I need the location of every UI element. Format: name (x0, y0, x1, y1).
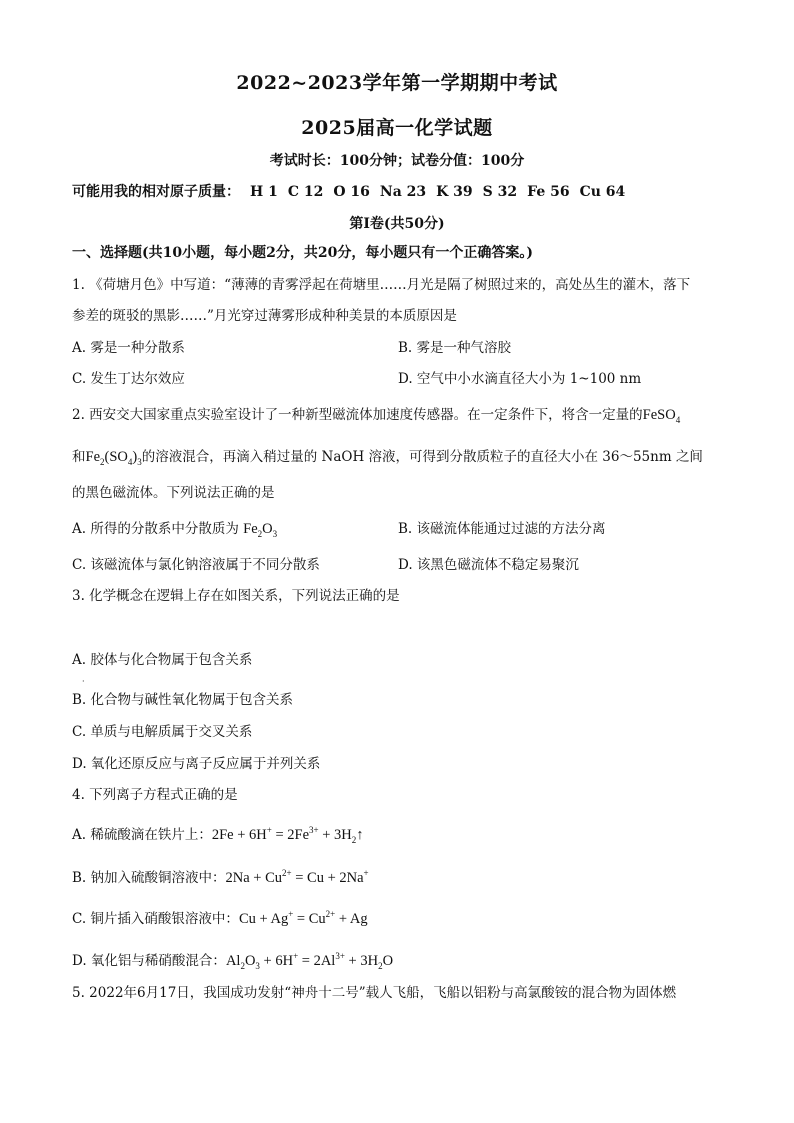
q2-option-d: D. 该黑色磁流体不稳定易聚沉 (398, 557, 579, 573)
q4-equation-a: $2Fe + 6H^+ = 2Fe^{3+}$ + $3H_2↑$ (211, 825, 364, 845)
q2-option-b: B. 该磁流体能通过过滤的方法分离 (398, 521, 606, 537)
exam-info: 考试时长：100分钟；试卷分值：100分 (269, 153, 525, 169)
atomic-mass-line (72, 182, 635, 202)
stray-dot-mark: · (82, 677, 85, 686)
q4-stem: 4. 下列离子方程式正确的是 (72, 787, 238, 803)
q1-option-a: A. 雾是一种分散系 (72, 340, 185, 356)
volume-title: 第Ⅰ卷(共50分) (349, 216, 445, 232)
exam-title: 2022~2023学年第一学期期中考试 (236, 72, 558, 94)
q3-option-d: D. 氧化还原反应与离子反应属于并列关系 (72, 756, 321, 772)
atomic-mass-cu: Cu 64 (579, 184, 626, 200)
q3-stem: 3. 化学概念在逻辑上存在如图关系，下列说法正确的是 (72, 588, 400, 604)
q4-option-b: B. 钠加入硫酸铜溶液中：$2Na + Cu^{2+} = Cu + 2Na^+$ (72, 868, 369, 886)
q1-option-c: C. 发生丁达尔效应 (72, 371, 185, 387)
q1-stem-line1: 1. 《荷塘月色》中写道：“薄薄的青雾浮起在荷塘里……月光是隔了树照过来的，高处丛生的灌木，落下 (72, 277, 691, 293)
q3-option-b: B. 化合物与碱性氧化物属于包含关系 (72, 692, 294, 708)
atomic-mass-h: H 1 (250, 184, 278, 200)
section-heading: 一、选择题(共10小题，每小题2分，共20分，每小题只有一个正确答案。) (72, 245, 533, 261)
q4-option-a: A. 稀硫酸滴在铁片上：$2Fe + 6H^+ = 2Fe^{3+}$ + $3H_2↑$ (72, 825, 364, 845)
q2-fe2so43: $Fe_2(SO_4)_3$ (85, 449, 142, 467)
atomic-mass-label: 可能用我的相对原子质量： (72, 184, 240, 200)
q4-option-c: C. 铜片插入硝酸银溶液中：$Cu + Ag^+ = Cu^{2+} + Ag$ (72, 909, 368, 927)
atomic-mass-k: K 39 (436, 184, 473, 200)
exam-subtitle: 2025届高一化学试题 (301, 117, 493, 139)
q1-option-b: B. 雾是一种气溶胶 (398, 340, 512, 356)
atomic-mass-s: S 32 (482, 184, 518, 200)
q2-stem-line1 (72, 405, 680, 430)
q2-fe2o3: $Fe_2O_3$ (243, 521, 278, 539)
atomic-mass-na: Na 23 (379, 184, 427, 200)
atomic-mass-c: C 12 (287, 184, 324, 200)
q4-equation-b: $2Na + Cu^{2+} = Cu + 2Na^+$ (225, 868, 369, 886)
q3-option-a: A. 胶体与化合物属于包含关系 (72, 652, 253, 668)
q2-stem-line2: 和$Fe_2(SO_4)_3$的溶液混合，再滴入稍过量的 NaOH 溶液，可得到分散质粒子的直径大小在 36～55nm 之间 (72, 449, 703, 467)
q1-option-d: D. 空气中小水滴直径大小为 1~100 nm (398, 371, 642, 387)
q2-feso4: FeSO$_4$ (642, 407, 681, 425)
q2-option-a: A. 所得的分散系中分散质为 $Fe_2O_3$ (72, 521, 278, 539)
q3-option-c: C. 单质与电解质属于交叉关系 (72, 724, 253, 740)
q4-equation-c: $Cu + Ag^+ = Cu^{2+} + Ag$ (238, 909, 368, 927)
q1-stem-line2: 参差的斑驳的黑影……”月光穿过薄雾形成种种美景的本质原因是 (72, 308, 457, 324)
atomic-mass-o: O 16 (333, 184, 370, 200)
q2-stem-text: 2. 西安交大国家重点实验室设计了一种新型磁流体加速度传感器。在一定条件下，将含一定量的 (72, 407, 643, 423)
q4-equation-d: $Al_2O_3 + 6H^+ = 2Al^{3+} + 3H_2O$ (225, 951, 394, 971)
q4-option-d: D. 氧化铝与稀硝酸混合：$Al_2O_3 + 6H^+ = 2Al^{3+} + 3H_2O$ (72, 951, 394, 971)
q2-option-c: C. 该磁流体与氯化钠溶液属于不同分散系 (72, 557, 320, 573)
q2-stem-line3: 的黑色磁流体。下列说法正确的是 (72, 485, 275, 501)
atomic-mass-fe: Fe 56 (527, 184, 570, 200)
q5-stem-line1: 5. 2022年6月17日，我国成功发射“神舟十二号”载人飞船，飞船以铝粉与高氯酸铵的混合物为固体燃 (72, 985, 677, 1001)
